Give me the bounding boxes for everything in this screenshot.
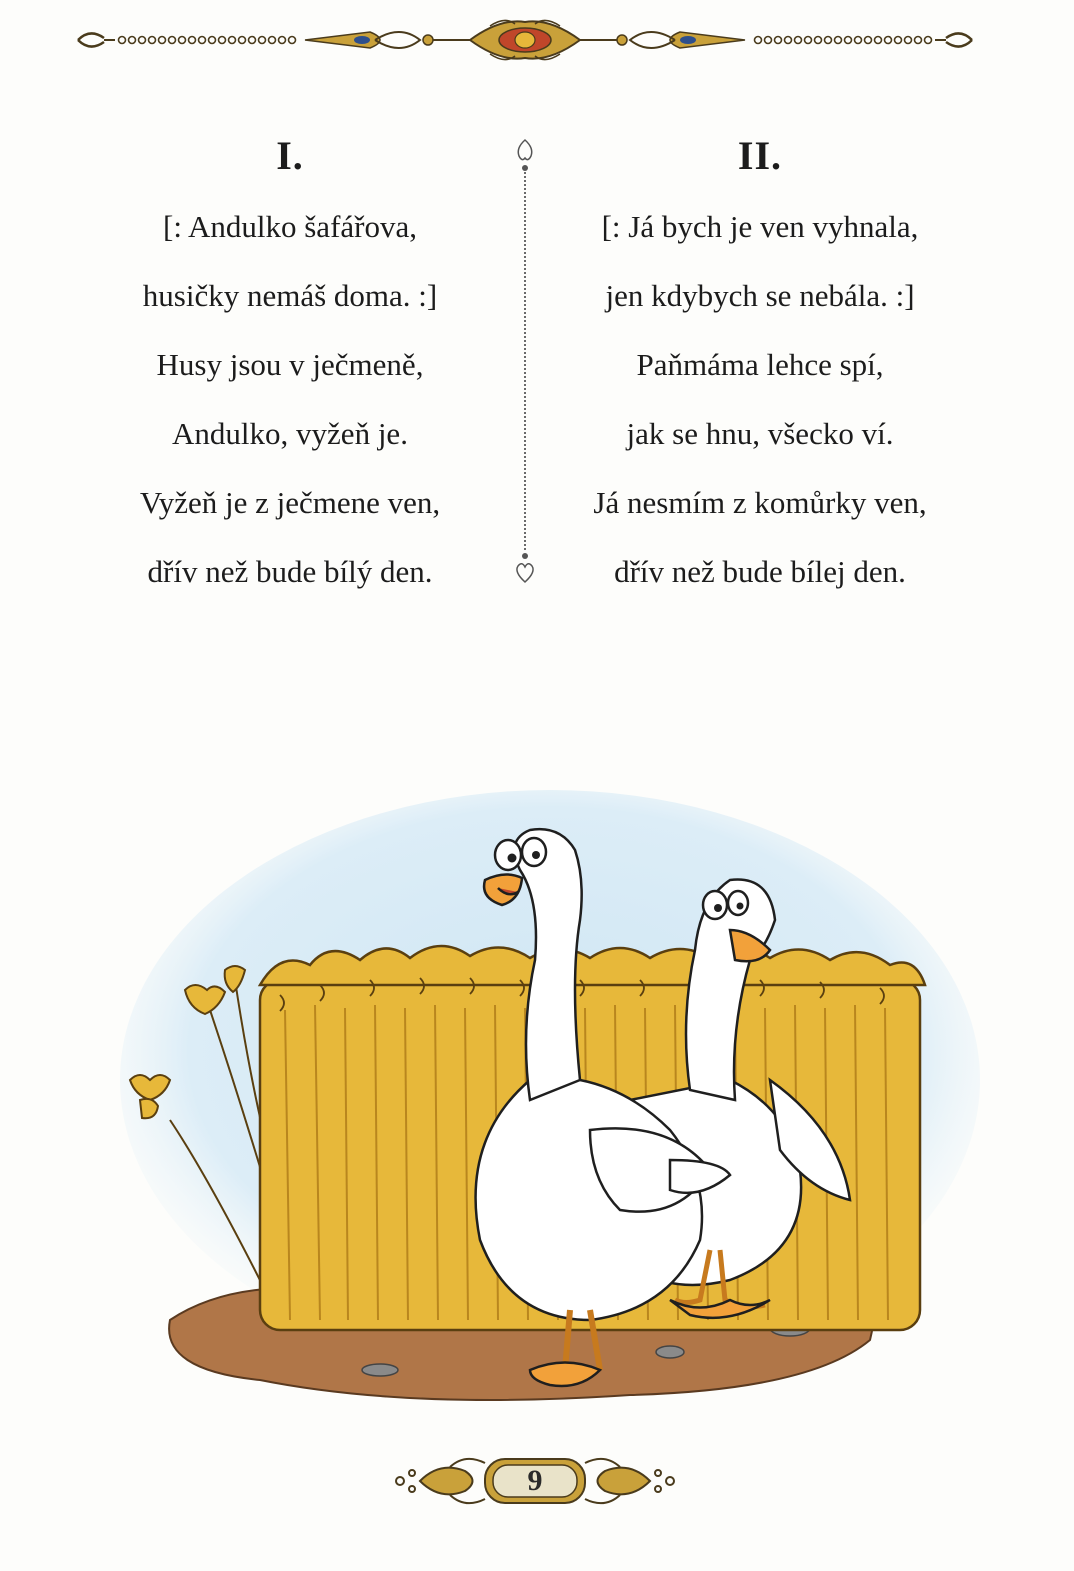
verse-1-number: I. <box>276 133 304 178</box>
verse-2-line-5: Já nesmím z komůrky ven, <box>593 485 927 520</box>
verse-1-line-5: Vyžeň je z ječmene ven, <box>139 485 441 520</box>
verse-2 <box>550 128 970 606</box>
verse-1 <box>80 128 500 606</box>
top-ornament-border <box>70 14 980 64</box>
column-divider <box>510 138 540 586</box>
two-geese-in-barley-field-illustration <box>110 780 990 1420</box>
verse-2-line-2: jen kdybych se nebála. :] <box>605 278 915 313</box>
verse-2-line-1: [: Já bych je ven vyhnala, <box>601 209 919 244</box>
page-number-ornament <box>390 1445 680 1517</box>
verse-1-line-6: dřív než bude bílý den. <box>147 554 433 589</box>
page-number: 9 <box>527 1464 543 1497</box>
verse-1-line-3: Husy jsou v ječmeně, <box>156 347 424 382</box>
verse-1-line-4: Andulko, vyžeň je. <box>172 416 408 451</box>
verse-2-line-6: dřív než bude bílej den. <box>614 554 906 589</box>
verse-2-line-4: jak se hnu, všecko ví. <box>626 416 894 451</box>
verse-2-line-3: Paňmáma lehce spí, <box>636 347 884 382</box>
verse-1-line-2: husičky nemáš doma. :] <box>142 278 438 313</box>
verse-2-number: II. <box>737 133 783 178</box>
verse-1-line-1: [: Andulko šafářova, <box>163 209 417 244</box>
